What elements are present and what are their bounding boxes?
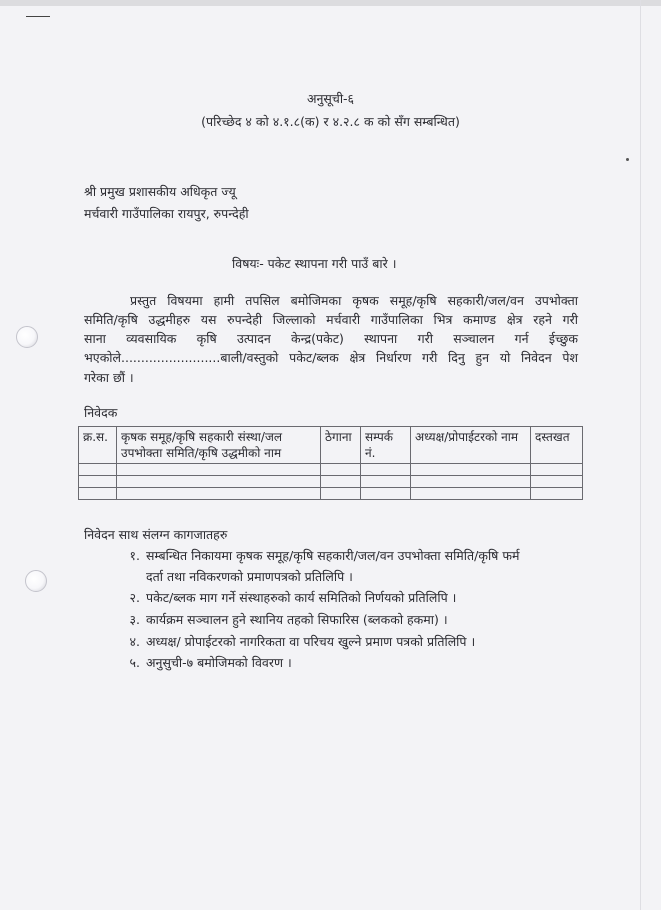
table-cell [79,488,117,500]
table-cell [321,464,361,476]
body-line-4: भएकोले.........................बाली/वस्तुको पकेट/ब्लक क्षेत्र निर्धारण गरी दिनु हुन यो निवेदन पेश [84,350,578,365]
body-line-5: गरेका छौं । [84,370,134,385]
page-top-edge [0,0,661,6]
applicant-label: निवेदक [84,405,118,420]
subject-line: विषयः- पकेट स्थापना गरी पाउँ बारे । [232,256,397,271]
table-cell [321,476,361,488]
attachment-text: कार्यक्रम सञ्चालन हुने स्थानिय तहको सिफारिस (ब्लकको हकमा) । [146,612,448,627]
header-contact: सम्पर्क नं. [361,427,411,464]
body-line-2: समिति/कृषि उद्धमीहरु यस रुपन्देही जिल्लाको मर्चवारी गाउँपालिका भित्र कमाण्ड क्षेत्र रहने गरी [84,312,578,327]
attachment-item-3 [118,609,448,631]
attachment-item-4 [118,631,475,653]
table-cell [531,476,583,488]
table-cell [361,488,411,500]
attachment-item-2 [118,587,456,609]
punch-hole-bottom [25,570,47,592]
body-line-1: प्रस्तुत विषयमा हामी तपसिल बमोजिमका कृषक समूह/कृषि सहकारी/जल/वन उपभोक्ता [130,293,578,308]
table-header-row [79,427,583,464]
attachment-item-1 [118,545,520,567]
applicant-table [78,426,583,500]
table-cell [117,476,321,488]
table-cell [411,476,531,488]
attachments-heading: निवेदन साथ संलग्न कागजातहरु [84,527,228,542]
addressee-line-2: मर्चवारी गाउँपालिका रायपुर, रुपन्देही [84,206,249,221]
annex-title: अनुसूची-६ [306,91,355,106]
header-address: ठेगाना [321,427,361,464]
table-cell [411,488,531,500]
header-serial: क्र.स. [79,427,117,464]
speck-mark [626,158,629,161]
attachment-number: ३. [129,612,140,627]
table-cell [79,464,117,476]
header-group-name: कृषक समूह/कृषि सहकारी संस्था/जल उपभोक्ता समिति/कृषि उद्धमीको नाम [117,427,321,464]
attachment-text: पकेट/ब्लक माग गर्ने संस्थाहरुको कार्य समितिको निर्णयको प्रतिलिपि । [146,590,457,605]
attachment-item-1-continued [146,566,353,588]
page-fold-line [640,0,641,910]
table-row [79,464,583,476]
attachment-number: २. [129,590,140,605]
header-chairperson: अध्यक्ष/प्रोपाईटरको नाम [411,427,531,464]
attachment-item-5 [118,652,292,674]
annex-reference: (परिच्छेद ४ को ४.१.८(क) र ४.२.८ क को सँग सम्बन्धित) [201,114,460,129]
table-cell [321,488,361,500]
table-cell [79,476,117,488]
table-cell [361,464,411,476]
attachment-number: ४. [129,634,140,649]
table-cell [117,464,321,476]
attachment-text: अनुसुची-७ बमोजिमको विवरण । [146,655,292,670]
punch-hole-top [16,326,38,348]
table-cell [411,464,531,476]
margin-mark [26,16,50,17]
table-cell [531,488,583,500]
body-line-3: साना व्यवसायिक कृषि उत्पादन केन्द्र(पकेट) स्थापना गरी सञ्चालन गर्न ईच्छुक [84,331,578,346]
table-cell [117,488,321,500]
attachment-text-continued: दर्ता तथा नविकरणको प्रमाणपत्रको प्रतिलिपि । [146,569,353,584]
addressee-line-1: श्री प्रमुख प्रशासकीय अधिकृत ज्यू [84,184,236,199]
table-cell [531,464,583,476]
attachment-number: ५. [129,655,140,670]
header-signature: दस्तखत [531,427,583,464]
table-row [79,488,583,500]
attachment-text: सम्बन्धित निकायमा कृषक समूह/कृषि सहकारी/जल/वन उपभोक्ता समिति/कृषि फर्म [146,548,520,563]
attachment-number: १. [129,548,140,563]
attachment-text: अध्यक्ष/ प्रोपाईटरको नागरिकता वा परिचय खुल्ने प्रमाण पत्रको प्रतिलिपि । [146,634,476,649]
table-row [79,476,583,488]
table-cell [361,476,411,488]
